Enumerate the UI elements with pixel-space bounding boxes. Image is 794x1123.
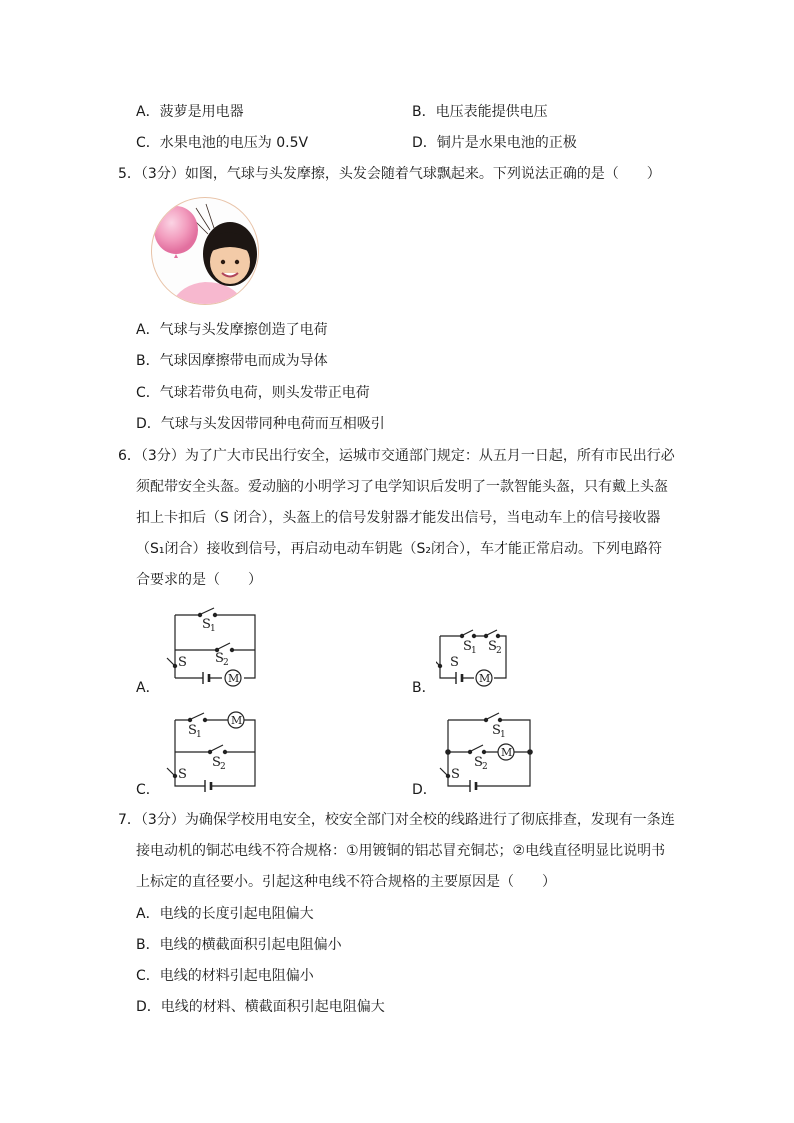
svg-text:S: S <box>212 755 221 770</box>
q5-option-b: B．气球因摩擦带电而成为导体 <box>136 353 328 369</box>
q7-stem-line-1: 7．（3分）为确保学校用电安全，校安全部门对全校的线路进行了彻底排查，发现有一条连 <box>118 812 675 828</box>
svg-text:2: 2 <box>482 762 488 772</box>
svg-text:S: S <box>188 723 197 738</box>
q4-option-d: D．铜片是水果电池的正极 <box>412 135 577 151</box>
motor-label: M <box>228 672 240 685</box>
q6-option-a-label: A． <box>136 680 160 696</box>
s-label: S <box>178 655 187 670</box>
svg-text:2: 2 <box>496 646 502 656</box>
q5-option-c: C．气球若带负电荷，则头发带正电荷 <box>136 385 370 401</box>
svg-text:2: 2 <box>223 658 229 668</box>
q7-stem-line-2: 接电动机的铜芯电线不符合规格：①用镀铜的铝芯冒充铜芯；②电线直径明显比说明书 <box>136 843 666 859</box>
q6-stem-line-2: 须配带安全头盔。爱动脑的小明学习了电学知识后发明了一款智能头盔，只有戴上头盔 <box>136 479 668 495</box>
svg-text:M: M <box>479 672 491 685</box>
q7-stem-line-3: 上标定的直径要小。引起这种电线不符合规格的主要原因是（ ） <box>136 874 556 890</box>
q6-option-d-label: D． <box>412 782 437 798</box>
svg-text:S: S <box>451 767 460 782</box>
q4-option-a: A．菠萝是用电器 <box>136 104 244 120</box>
q6-stem-line-5: 合要求的是（ ） <box>136 572 262 588</box>
svg-text:S: S <box>488 639 497 654</box>
balloon-hair-photo <box>150 196 260 306</box>
s2-label: S <box>215 651 224 666</box>
s1-label: S <box>202 617 211 632</box>
q7-option-c: C．电线的材料引起电阻偏小 <box>136 968 314 984</box>
circuit-diagram-a <box>160 600 270 699</box>
circuit-diagram-d <box>436 704 546 803</box>
circuit-diagram-c <box>160 704 270 803</box>
q4-option-c: C．水果电池的电压为 0.5V <box>136 135 309 151</box>
svg-text:1: 1 <box>196 730 202 740</box>
q6-stem-line-1: 6．（3分）为了广大市民出行安全，运城市交通部门规定：从五月一日起，所有市民出行必 <box>118 448 675 464</box>
svg-text:S: S <box>492 723 501 738</box>
svg-text:S: S <box>474 755 483 770</box>
q6-stem-line-4: （S₁闭合）接收到信号，再启动电动车钥匙（S₂闭合），车才能正常启动。下列电路符 <box>136 541 662 557</box>
q7-option-b: B．电线的横截面积引起电阻偏小 <box>136 937 342 953</box>
svg-text:2: 2 <box>220 762 226 772</box>
svg-text:1: 1 <box>210 624 216 634</box>
svg-text:1: 1 <box>471 646 477 656</box>
q6-option-c-label: C． <box>136 782 160 798</box>
q5-option-a: A．气球与头发摩擦创造了电荷 <box>136 322 328 338</box>
svg-text:S: S <box>463 639 472 654</box>
q7-option-d: D．电线的材料、横截面积引起电阻偏大 <box>136 999 385 1015</box>
svg-text:M: M <box>231 714 243 727</box>
q6-stem-line-3: 扣上卡扣后（S 闭合），头盔上的信号发射器才能发出信号，当电动车上的信号接收器 <box>136 510 661 526</box>
svg-text:S: S <box>178 767 187 782</box>
q6-option-b-label: B． <box>412 680 436 696</box>
q7-option-a: A．电线的长度引起电阻偏大 <box>136 906 314 922</box>
q4-option-b: B．电压表能提供电压 <box>412 104 548 120</box>
svg-text:S: S <box>450 655 459 670</box>
q5-option-d: D．气球与头发因带同种电荷而互相吸引 <box>136 416 385 432</box>
svg-text:M: M <box>501 746 513 759</box>
circuit-diagram-b <box>436 620 516 699</box>
svg-text:1: 1 <box>500 730 506 740</box>
q5-stem: 5．（3分）如图，气球与头发摩擦，头发会随着气球飘起来。下列说法正确的是（ ） <box>118 166 661 182</box>
